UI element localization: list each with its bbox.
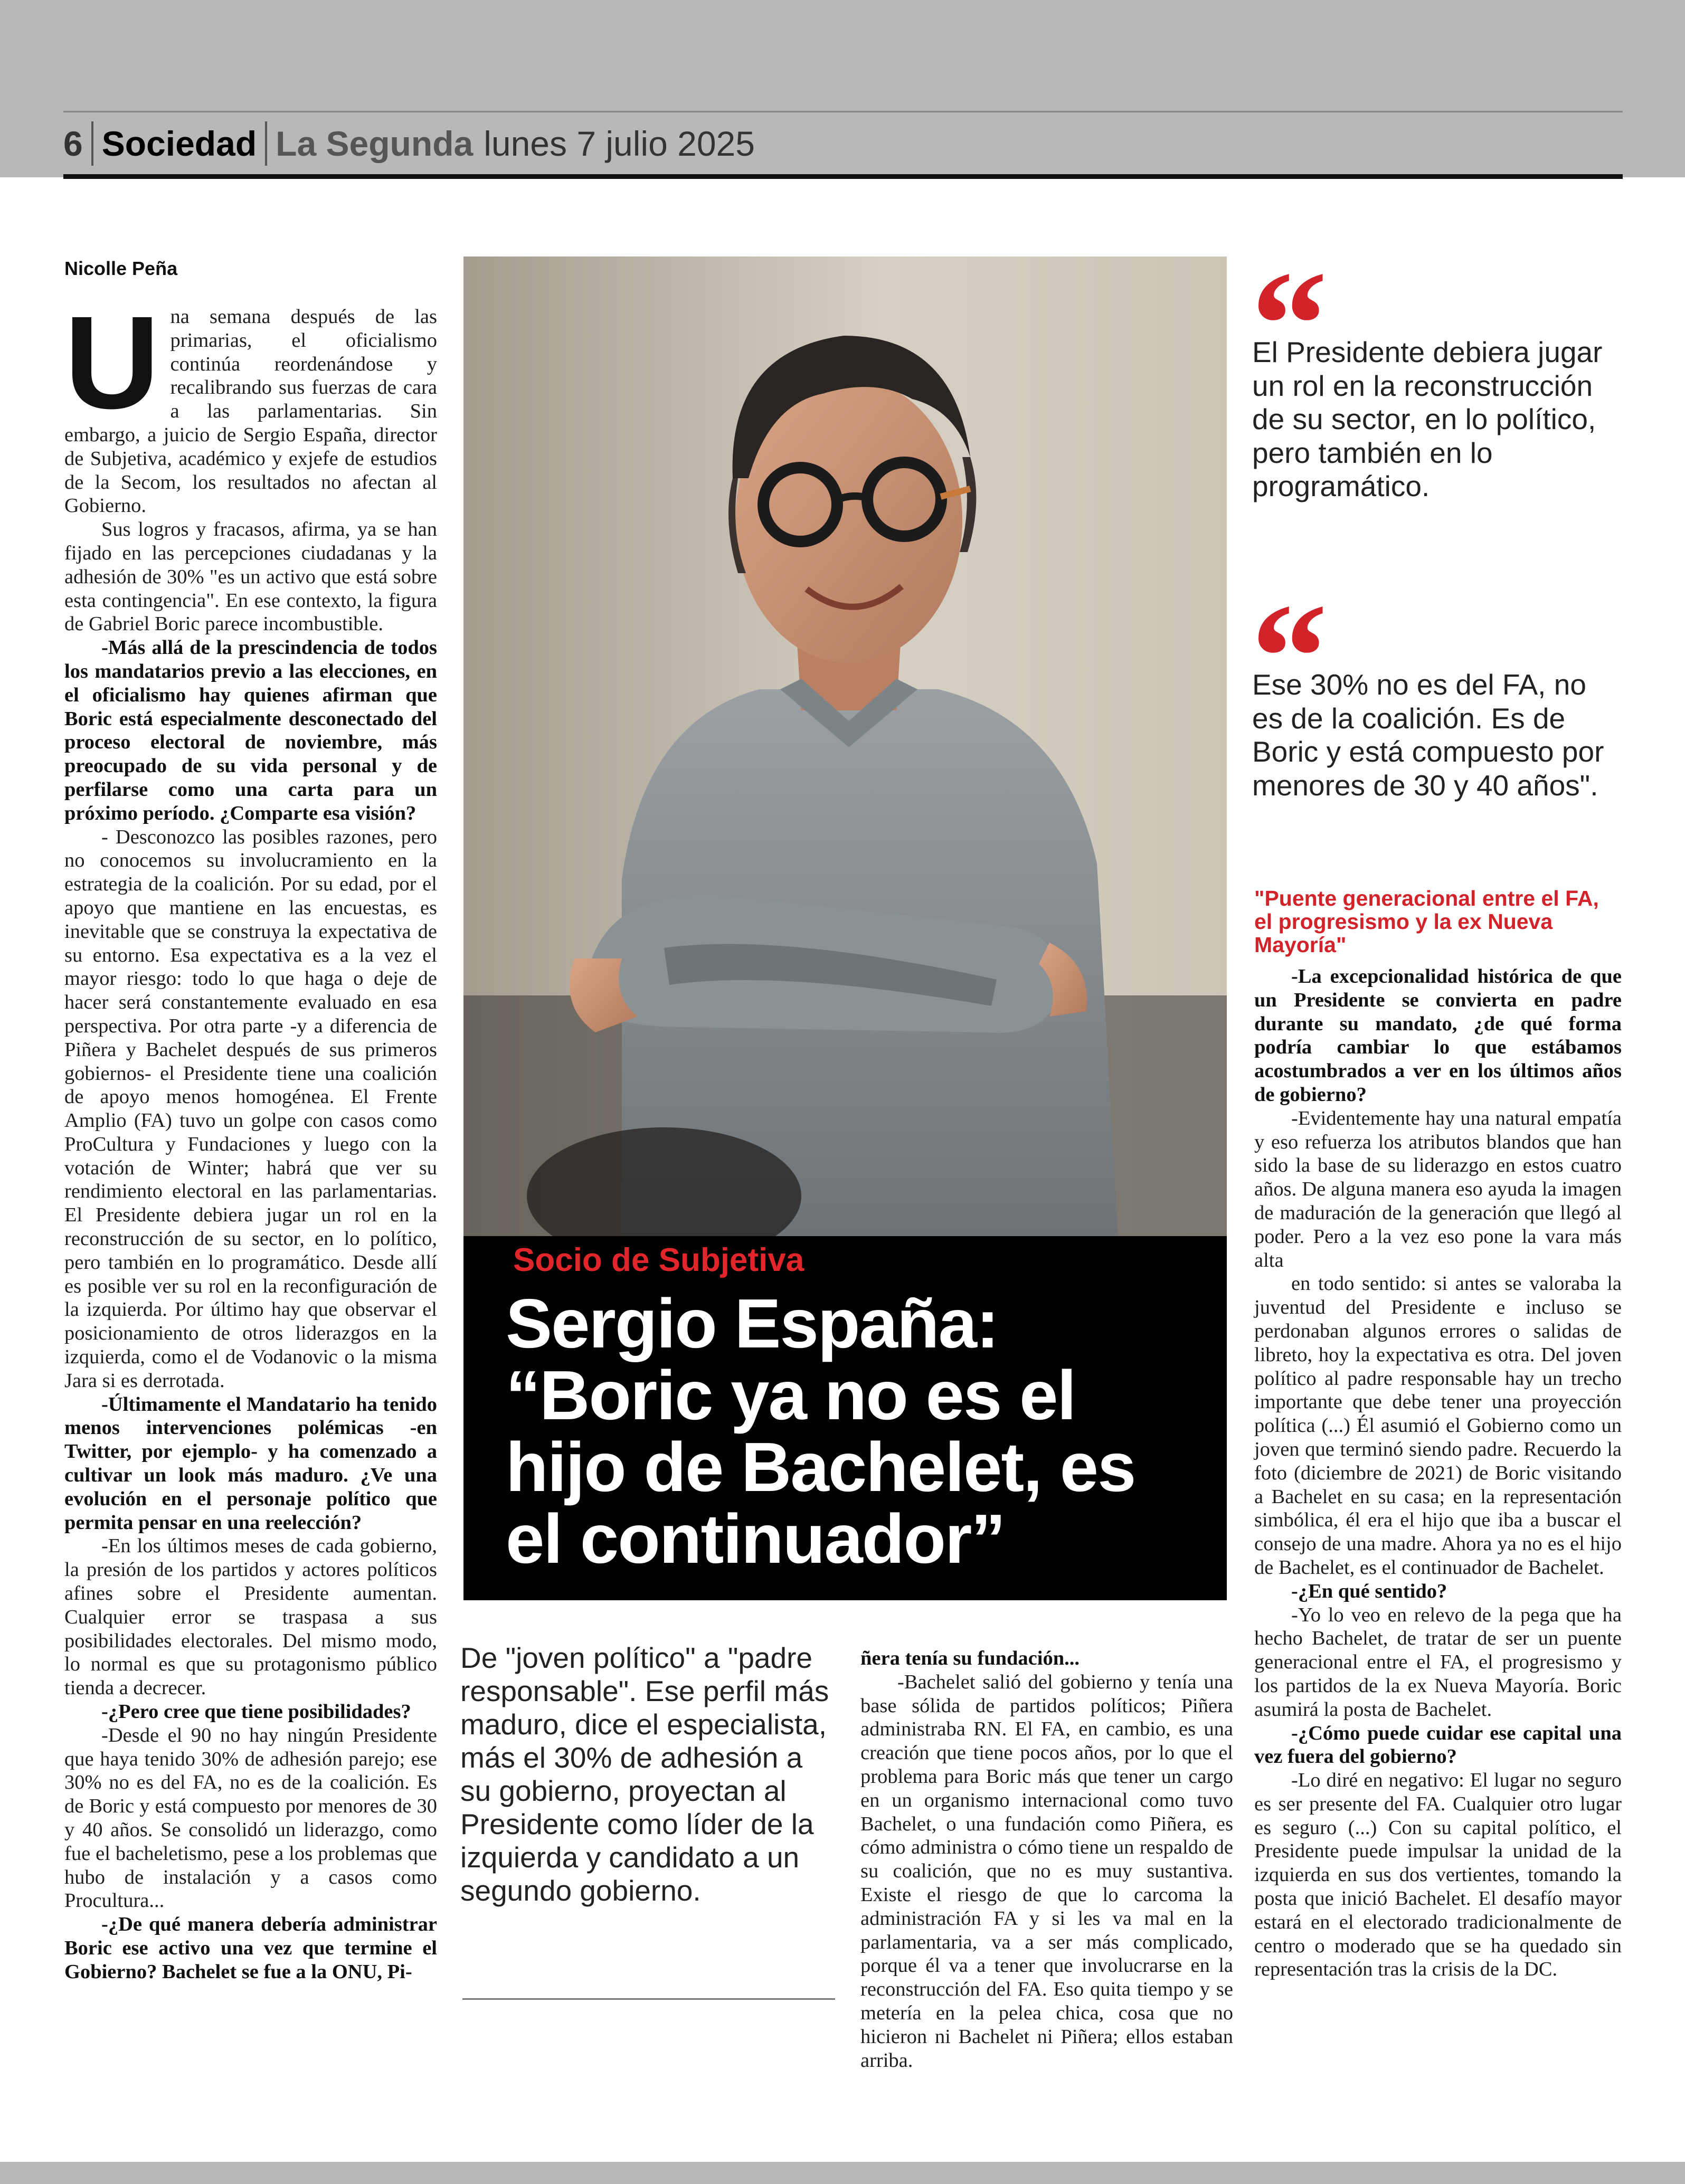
- drop-cap: U: [64, 289, 160, 436]
- interview-question: -¿Cómo puede cuidar ese capital una vez fuera del gobierno?: [1254, 1722, 1622, 1768]
- paragraph: -Evidentemente hay una natural empatía y eso refuerza los atributos blandos que han sido la base de su liderazgo en estos cuatro años. De alguna manera eso ayuda la imagen de maduración de la generación que llegó al poder. Pero a la vez eso pone la vara más alta: [1254, 1107, 1622, 1271]
- footer-band: [0, 2162, 1685, 2184]
- paragraph: -En los últimos meses de cada gobierno, la presión de los partidos y actores políticos afines sobre el Presidente aumentan. Cualquier error se traspasa a sus posibilidades electorales. Del mismo modo, lo normal es que su protagonismo público tienda a decrecer.: [64, 1535, 437, 1699]
- page-header: [63, 117, 755, 170]
- quote-mark-icon: “: [1251, 240, 1328, 409]
- headline: Sergio España: “Boric ya no es el hijo de Bachelet, es el continuador”: [506, 1285, 1135, 1578]
- interview-question: -¿Pero cree que tiene posibilidades?: [101, 1701, 411, 1723]
- paragraph: -Lo diré en negativo: El lugar no seguro es ser presente del FA. Cualquier otro lugar es seguro (...) Con su capital político, el Presidente puede impulsar la unidad de la izquierda en sus dos vertientes, tomando la posta que inició Bachelet. El desafío mayor estará en el electorado tradicionalmente de centro o moderado que se ha quedado sin representación tras la crisis de la DC.: [1254, 1769, 1622, 1981]
- header-divider: [265, 121, 267, 166]
- interview-question: -¿De qué manera debería administrar Boric ese activo una vez que termine el Gobierno? Bachelet se fue a la ONU, Pi-: [64, 1913, 437, 1983]
- lede-rule: [462, 1998, 835, 2000]
- byline: Nicolle Peña: [64, 258, 178, 279]
- header-rule-thin: [63, 111, 1623, 112]
- interview-question: -Más allá de la prescindencia de todos los mandatarios previo a las elecciones, en el oficialismo hay quienes afirman que Boric está especialmente desconectado del proceso electoral de noviembre, más preocupado de su vida personal y de perfilarse como una carta para un próximo período. ¿Comparte esa visión?: [64, 637, 437, 824]
- interview-question: ñera tenía su fundación...: [860, 1647, 1080, 1669]
- paragraph: en todo sentido: si antes se valoraba la juventud del Presidente e incluso se perdonaban algunos errores o salidas de libreto, hoy la expectativa es otra. Del joven político al padre responsable hay un trecho importante que debe tener una proyección política (...) Él asumió el Gobierno como un joven que terminó siendo padre. Recuerdo la foto (diciembre de 2021) de Boric visitando a Bachelet en su casa; en la representación simbólica, él era el hijo que iba a buscar el consejo de una madre. Ahora ya no es el hijo de Bachelet, es el continuador de Bachelet.: [1254, 1273, 1622, 1579]
- paragraph: -Bachelet salió del gobierno y tenía una base sólida de partidos políticos; Piñera administraba RN. El FA, en cambio, es una creación que tiene pocos años, por lo que el problema para Boric más que tener un cargo en un organismo internacional como tuvo Bachelet, o una fundación como Piñera, es cómo administra o cómo tiene un respaldo de su coalición, que no es muy sustantiva. Existe el riesgo de que lo carcoma la administración FA y si les va mal en la parlamentaria, va a ser más complicado, porque él va a tener que involucrarse en la reconstrucción del FA. Eso quita tiempo y se metería en la pelea chica, cosa que no hicieron ni Bachelet ni Piñera; ellos estaban arriba.: [860, 1670, 1233, 2072]
- article-column-1: [64, 289, 437, 1984]
- paragraph: - Desconozco las posibles razones, pero no conocemos su involucramiento en la estrategia de la coalición. Por su edad, por el apoyo que mantiene en las encuestas, es inevitable que se construya la expectativa de su entorno. Esa expectativa es a la vez el mayor riesgo: todo lo que haga o deje de hacer será constantemente evaluado en esa perspectiva. Por otra parte -y a diferencia de Piñera y Bachelet después de sus primeros gobiernos- el Presidente tiene una coalición de apoyo menos homogénea. El Frente Amplio (FA) tuvo un golpe con casos como ProCultura y Fundaciones y luego con la votación de Winter; habrá que ver su rendimiento electoral en las parlamentarias. El Presidente debiera jugar un rol en la reconstrucción de su sector, en lo político, pero también en lo programático. Desde allí es posible ver su rol en la reconfiguración de la izquierda. Por último hay que observar el posicionamiento de otros liderazgos en la izquierda, como el de Vodanovic o la misma Jara si es derrotada.: [64, 825, 437, 1392]
- newspaper-name: La Segunda: [276, 124, 474, 163]
- paragraph: -Desde el 90 no hay ningún Presidente que haya tenido 30% de adhesión parejo; ese 30% no es del FA, no es de la coalición. Es de Boric y está compuesto por menores de 30 y 40 años. Se consolidó un liderazgo, como fue el bacheletismo, pese a los problemas que hubo de instalación y a casos como Procultura...: [64, 1724, 437, 1912]
- interview-question: -Últimamente el Mandatario ha tenido menos intervenciones polémicas -en Twitter, por ejemplo- y ha comenzado a cultivar un look más maduro. ¿Ve una evolución en el personaje político que permita pensar en una reelección?: [64, 1393, 437, 1534]
- pull-quote-2: Ese 30% no es del FA, no es de la coalición. Es de Boric y está compuesto por menores de 30 y 40 años".: [1252, 668, 1604, 802]
- article-column-3: [860, 1647, 1233, 2072]
- kicker: Socio de Subjetiva: [513, 1242, 804, 1278]
- article-column-4: [1254, 965, 1622, 1981]
- paragraph: -Yo lo veo en relevo de la pega que ha hecho Bachelet, de tratar de ser un puente generacional entre el FA, el progresismo y los partidos de la ex Nueva Mayoría. Boric asumirá la posta de Bachelet.: [1254, 1603, 1622, 1721]
- portrait-photo: [463, 257, 1227, 1236]
- interview-question: -¿En qué sentido?: [1291, 1580, 1447, 1602]
- lede: De "joven político" a "padre responsable". Ese perfil más maduro, dice el especialista, más el 30% de adhesión a su gobierno, proyectan al Presidente como líder de la izquierda y candidato a un segundo gobierno.: [460, 1641, 829, 1907]
- column-1-body: [64, 289, 437, 1984]
- section-name: Sociedad: [101, 124, 257, 163]
- paragraph: Sus logros y fracasos, afirma, ya se han fijado en las percepciones ciudadanas y la adhesión de 30% "es un activo que está sobre esta contingencia". En ese contexto, la figura de Gabriel Boric parece incombustible.: [64, 518, 437, 635]
- issue-date: lunes 7 julio 2025: [484, 124, 755, 163]
- subhead: "Puente generacional entre el FA, el progresismo y la ex Nueva Mayoría": [1254, 886, 1599, 957]
- page-number: 6: [63, 124, 83, 163]
- pull-quote-1: El Presidente debiera jugar un rol en la reconstrucción de su sector, en lo político, pero también en lo programático.: [1252, 336, 1603, 502]
- paragraph: na semana después de las primarias, el oficialismo continúa reordenándose y recalibrando sus fuerzas de cara a las parlamentarias. Sin embargo, a juicio de Sergio España, director de Subjetiva, académico y exjefe de estudios de la Secom, los resultados no afectan al Gobierno.: [64, 306, 437, 517]
- quote-mark-icon: “: [1251, 572, 1328, 742]
- header-rule-thick: [63, 174, 1623, 179]
- portrait-illustration: [463, 257, 1227, 1236]
- header-divider: [91, 121, 93, 166]
- interview-question: -La excepcionalidad histórica de que un Presidente se convierta en padre durante su mandato, ¿de qué forma podría cambiar lo que estábamos acostumbrados a ver en los últimos años de gobierno?: [1254, 965, 1622, 1106]
